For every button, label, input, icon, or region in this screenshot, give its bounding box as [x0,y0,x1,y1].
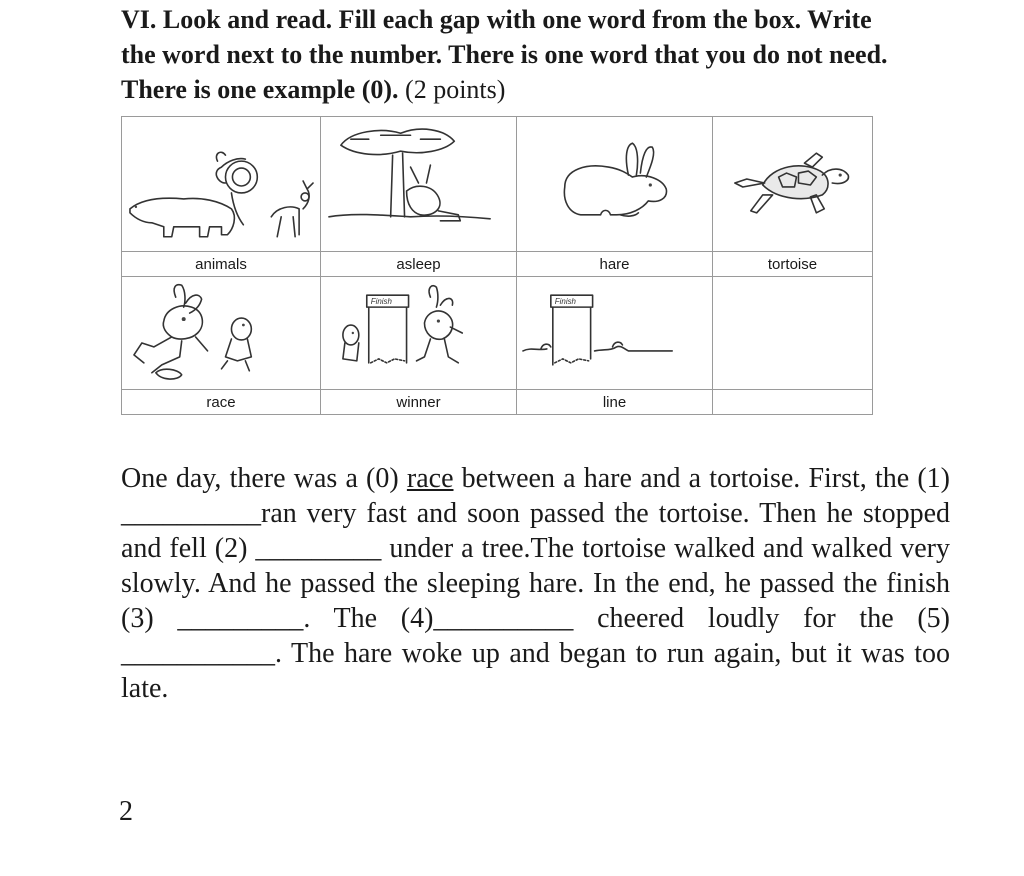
word-label: race [122,390,321,415]
task-points: (2 points) [405,75,506,104]
gap-3[interactable]: _________ [177,603,304,634]
word-label [713,390,873,415]
animals-picture [122,117,320,251]
picture-cell-empty [713,277,873,390]
hare-picture [517,117,712,251]
story-part: . The (4) [303,603,434,634]
word-label: asleep [321,252,517,277]
story-part: cheered loudly for the (5) [573,603,950,634]
story-part: One day, there was a (0) [121,463,407,494]
picture-cell [517,277,713,390]
line-picture [517,277,712,389]
story-part: ran very fast and soon passed the tortoise. Then he stopped and fell (2) [121,498,950,564]
story-part: under a tree.The tortoise walked and walked very slowly. And he passed the sleeping hare. In the end, he passed the finish (3) [121,533,950,634]
picture-cell [713,117,873,252]
story-text [121,461,950,706]
label-row [122,252,873,277]
picture-cell [122,117,321,252]
word-label: animals [122,252,321,277]
gap-2[interactable]: _________ [255,533,382,564]
story-part: between a hare and a tortoise. First, the (1) [453,463,950,494]
gap-4[interactable]: __________ [433,603,574,634]
finish-sign-text: Finish [554,297,576,307]
picture-row [122,117,873,252]
story-part: . The hare woke up and began to run again, but it was too late. [121,638,950,704]
word-label: tortoise [713,252,873,277]
winner-picture [321,277,516,389]
gap-1[interactable]: __________ [121,498,261,529]
task-heading [121,2,901,107]
page-number: 2 [119,796,133,827]
picture-cell [321,277,517,390]
picture-row [122,277,873,390]
gap-5[interactable]: ___________ [121,638,275,669]
tortoise-picture [713,117,872,251]
word-label: hare [517,252,713,277]
picture-cell [122,277,321,390]
example-answer: race [406,463,454,494]
picture-cell [321,117,517,252]
task-instructions: VI. Look and read. Fill each gap with one word from the box. Write the word next to the number. There is one word that you do not need. There is one example (0). [121,5,888,104]
word-box-table [121,116,873,415]
label-row [122,390,873,415]
word-label: winner [321,390,517,415]
finish-sign-text: Finish [370,297,392,307]
picture-cell [517,117,713,252]
race-picture [122,277,320,389]
asleep-picture [321,117,516,251]
word-label: line [517,390,713,415]
